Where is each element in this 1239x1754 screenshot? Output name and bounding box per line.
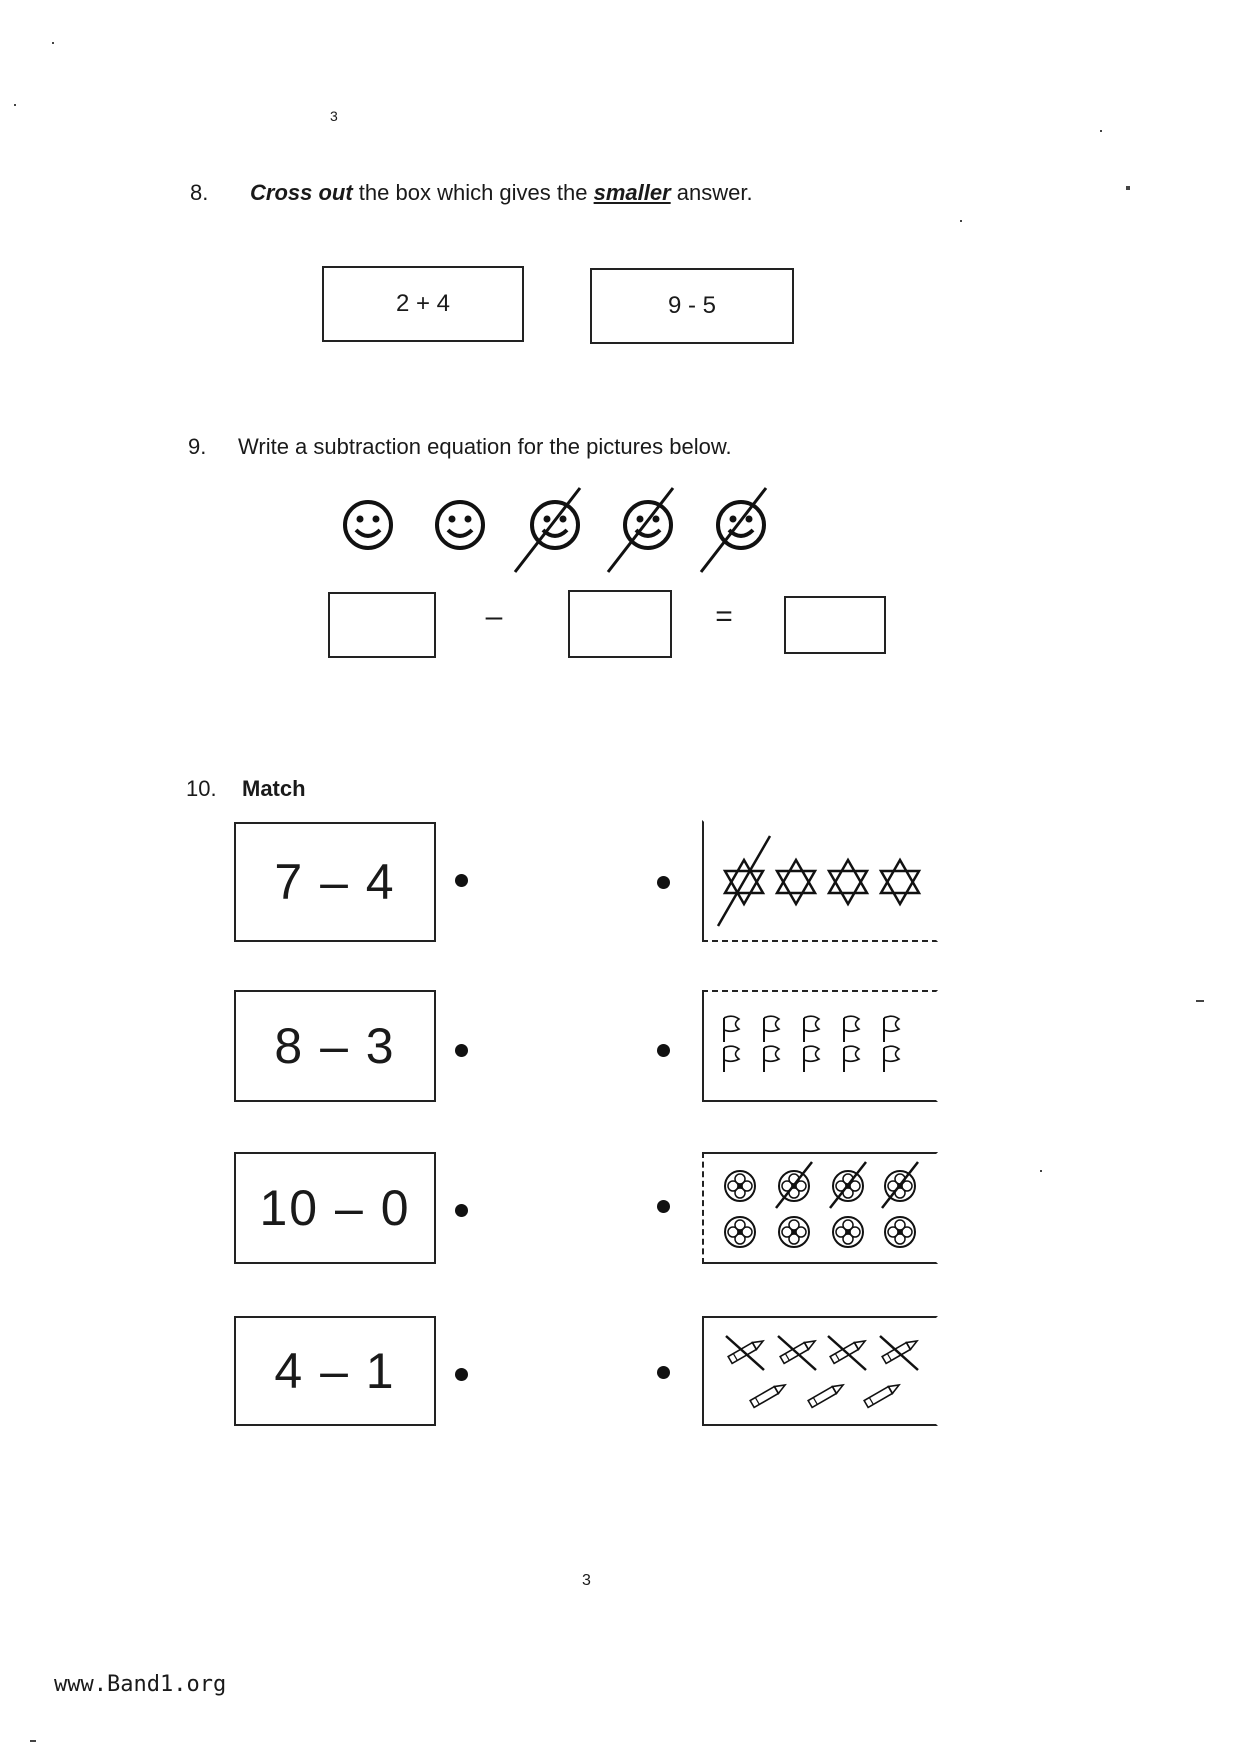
pencil-icon — [808, 1382, 845, 1408]
flower-icon — [833, 1217, 863, 1247]
q10-number: 10. — [186, 776, 217, 801]
flag-icon — [764, 1016, 779, 1042]
flowers-group — [704, 1154, 936, 1262]
stars-group — [704, 822, 936, 940]
q9-faces — [330, 490, 790, 580]
flower-icon — [885, 1217, 915, 1247]
match-dot-right-3[interactable] — [657, 1200, 670, 1213]
pencil-crossed-icon — [880, 1336, 919, 1370]
picture-box-pencils[interactable] — [702, 1316, 938, 1426]
q9-answer-box-1[interactable] — [328, 592, 436, 658]
smiley-crossed-icon — [608, 488, 673, 572]
q9-answer-box-3[interactable] — [784, 596, 886, 654]
match-dot-right-1[interactable] — [657, 876, 670, 889]
q8-box-left[interactable]: 2 + 4 — [322, 266, 524, 342]
scan-speck — [14, 104, 16, 106]
flag-icon — [804, 1016, 819, 1042]
flag-icon — [724, 1046, 739, 1072]
expr-box-10-0[interactable]: 10 – 0 — [234, 1152, 436, 1264]
q8-text-after: answer. — [670, 180, 753, 205]
flag-icon — [804, 1046, 819, 1072]
scan-speck — [1196, 1000, 1204, 1002]
flower-crossed-icon — [830, 1162, 866, 1208]
star-icon — [829, 860, 867, 904]
smiley-icon — [437, 502, 483, 548]
page-number: 3 — [582, 1572, 591, 1589]
scan-speck — [1100, 130, 1102, 132]
flag-icon — [844, 1016, 859, 1042]
scan-speck — [1126, 186, 1130, 190]
scan-speck — [1040, 1170, 1042, 1172]
q9-instruction: Write a subtraction equation for the pictures below. — [238, 434, 732, 459]
flower-icon — [725, 1171, 755, 1201]
match-dot-left-2[interactable] — [455, 1044, 468, 1057]
flag-icon — [764, 1046, 779, 1072]
q8-text-mid: the box which gives the — [352, 180, 594, 205]
expr-box-7-4[interactable]: 7 – 4 — [234, 822, 436, 942]
expr-box-4-1[interactable]: 4 – 1 — [234, 1316, 436, 1426]
q9-number: 9. — [188, 434, 207, 459]
flower-crossed-icon — [882, 1162, 918, 1208]
smiley-crossed-icon — [515, 488, 580, 572]
q8-instruction — [250, 180, 753, 206]
flag-icon — [884, 1016, 899, 1042]
flower-crossed-icon — [776, 1162, 812, 1208]
pencil-icon — [864, 1382, 901, 1408]
match-dot-left-1[interactable] — [455, 874, 468, 887]
star-crossed-icon — [718, 836, 770, 926]
expr-box-8-3[interactable]: 8 – 3 — [234, 990, 436, 1102]
picture-box-flowers[interactable] — [702, 1152, 938, 1264]
flower-icon — [725, 1217, 755, 1247]
smiley-crossed-icon — [701, 488, 766, 572]
flag-icon — [884, 1046, 899, 1072]
pencil-crossed-icon — [828, 1336, 867, 1370]
q8-box-right[interactable]: 9 - 5 — [590, 268, 794, 344]
footer-url: www.Band1.org — [54, 1672, 227, 1697]
flag-icon — [724, 1016, 739, 1042]
flags-group — [704, 992, 936, 1100]
page-top-mark: 3 — [330, 108, 338, 124]
flower-icon — [779, 1217, 809, 1247]
star-icon — [777, 860, 815, 904]
star-icon — [881, 860, 919, 904]
scan-speck — [960, 220, 962, 222]
picture-box-stars[interactable] — [702, 820, 938, 942]
match-dot-left-4[interactable] — [455, 1368, 468, 1381]
pencil-crossed-icon — [778, 1336, 817, 1370]
q9-answer-box-2[interactable] — [568, 590, 672, 658]
scan-speck — [30, 1740, 36, 1742]
q9-equals-sign: = — [715, 600, 733, 633]
pencil-crossed-icon — [726, 1336, 765, 1370]
q10-title: Match — [242, 776, 306, 801]
picture-box-flags[interactable] — [702, 990, 938, 1102]
flag-icon — [844, 1046, 859, 1072]
q9-minus-sign: – — [485, 600, 503, 633]
scan-speck — [52, 42, 54, 44]
match-dot-right-2[interactable] — [657, 1044, 670, 1057]
match-dot-left-3[interactable] — [455, 1204, 468, 1217]
match-dot-right-4[interactable] — [657, 1366, 670, 1379]
q8-cross-out: Cross out — [250, 180, 353, 205]
q8-number: 8. — [190, 180, 209, 205]
q8-smaller: smaller — [593, 180, 671, 205]
pencils-group — [704, 1318, 936, 1424]
pencil-icon — [750, 1382, 787, 1408]
smiley-icon — [345, 502, 391, 548]
